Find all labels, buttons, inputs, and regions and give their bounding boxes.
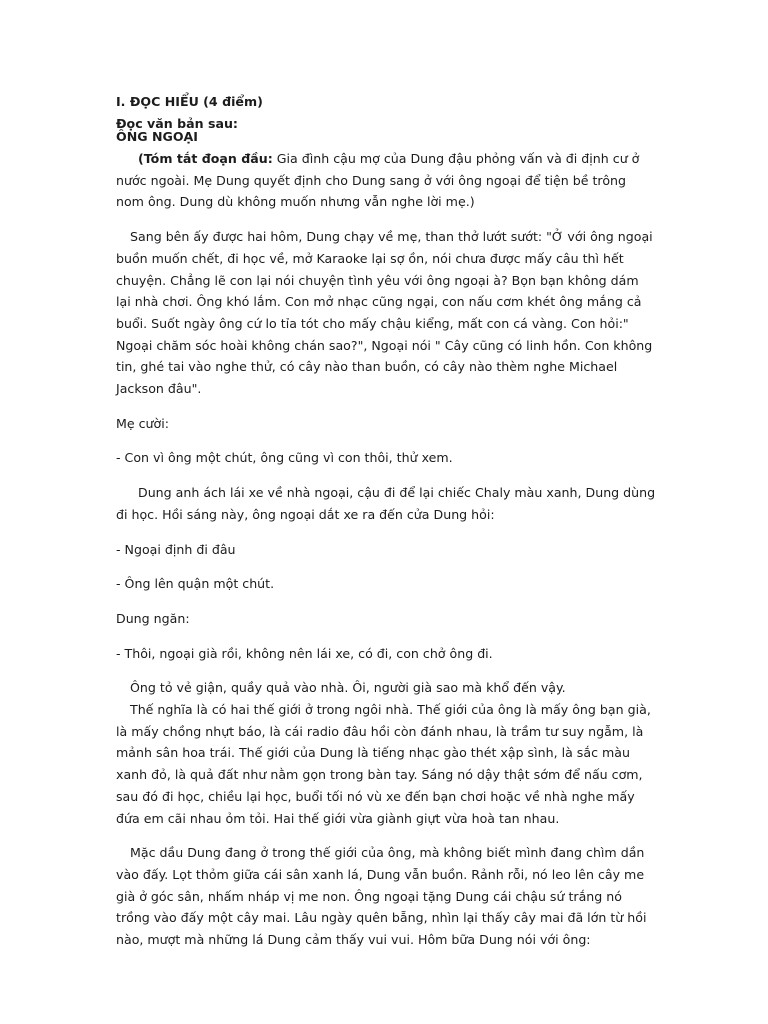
paragraph-4: Dung anh ách lái xe về nhà ngoại, cậu đi để lại chiếc Chaly màu xanh, Dung dùng đi học. Hồi sáng này, ông ngoại dắt xe ra đến cửa Dung hỏi: <box>116 485 656 522</box>
summary-text: Gia đình cậu mợ của Dung đậu phỏng vấn và đi định cư ở nước ngoài. Mẹ Dung quyết định cho Dung sang ở với ông ngoại để tiện bề trông nom ông. Dung dù không muốn nhưng vẫn nghe lời mẹ.) <box>116 151 640 210</box>
paragraph-3: - Con vì ông một chút, ông cũng vì con thôi, thử xem. <box>116 450 453 466</box>
paragraph-7: Dung ngăn: <box>116 610 190 626</box>
paragraph-11: Mặc dầu Dung đang ở trong thế giới của ông, mà không biết mình đang chìm dần vào đấy. Lọt thỏm giữa cái sân xanh lá, Dung vẫn buồn. Rảnh rỗi, nó leo lên cây me già ở góc sân, nhấm nháp vị me non. Ông ngoại tặng Dung cái chậu sứ trắng nó trồng vào đấy một cây mai. Lâu ngày quên bẵng, nhìn lại thấy cây mai đã lớn từ hồi nào, mượt mà những lá Dung cảm thấy vui vui. Hôm bữa Dung nói với ông: <box>116 845 647 948</box>
paragraph-8: - Thôi, ngoại già rồi, không nên lái xe, có đi, con chở ông đi. <box>116 645 493 661</box>
summary-paragraph <box>116 148 656 213</box>
story-title: ÔNG NGOẠI <box>116 129 198 144</box>
reading-prompt: Đọc văn bản sau: <box>116 116 238 131</box>
paragraph-5: - Ngoại định đi đâu <box>116 541 236 557</box>
paragraph-2: Mẹ cười: <box>116 415 169 431</box>
document-page <box>116 93 656 951</box>
paragraph-1: Sang bên ấy được hai hôm, Dung chạy về mẹ, than thở lướt sướt: "Ở với ông ngoại buồn muốn chết, đi học về, mở Karaoke lại sợ ồn, nói chưa được mấy câu thì hết chuyện. Chẳng lẽ con lại nói chuyện tình yêu với ông ngoại à? Bọn bạn không dám lại nhà chơi. Ông khó lắm. Con mở nhạc cũng ngại, con nấu cơm khét ông mắng cả buổi. Suốt ngày ông cứ lo tỉa tót cho mấy chậu kiểng, mất con cá vàng. Con hỏi:" Ngoại chăm sóc hoài không chán sao?", Ngoại nói " Cây cũng có linh hồn. Con không tin, ghé tai vào nghe thử, có cây nào than buồn, có cây nào thèm nghe Michael Jackson đâu". <box>116 229 653 397</box>
paragraph-9: Ông tỏ vẻ giận, quầy quả vào nhà. Ôi, người già sao mà khổ đến vậy. <box>130 680 566 696</box>
section-heading: I. ĐỌC HIỂU (4 điểm) <box>116 94 263 109</box>
paragraph-6: - Ông lên quận một chút. <box>116 576 275 592</box>
summary-label: (Tóm tắt đoạn đầu: <box>138 151 273 166</box>
paragraph-10: Thế nghĩa là có hai thế giới ở trong ngôi nhà. Thế giới của ông là mấy ông bạn già, là mấy chồng nhựt báo, là cái radio đâu hồi còn đánh nhau, là trầm tư suy ngẫm, là mảnh sân hoa trái. Thế giới của Dung là tiếng nhạc gào thét xập sình, là sắc màu xanh đỏ, là quả đất như nằm gọn trong bàn tay. Sáng nó dậy thật sớm để nấu cơm, sau đó đi học, chiều lại học, buổi tối nó vù xe đến bạn chơi hoặc về nhà nghe mấy đứa em cãi nhau ỏm tỏi. Hai thế giới vừa giành giựt vừa hoà tan nhau. <box>116 702 651 826</box>
